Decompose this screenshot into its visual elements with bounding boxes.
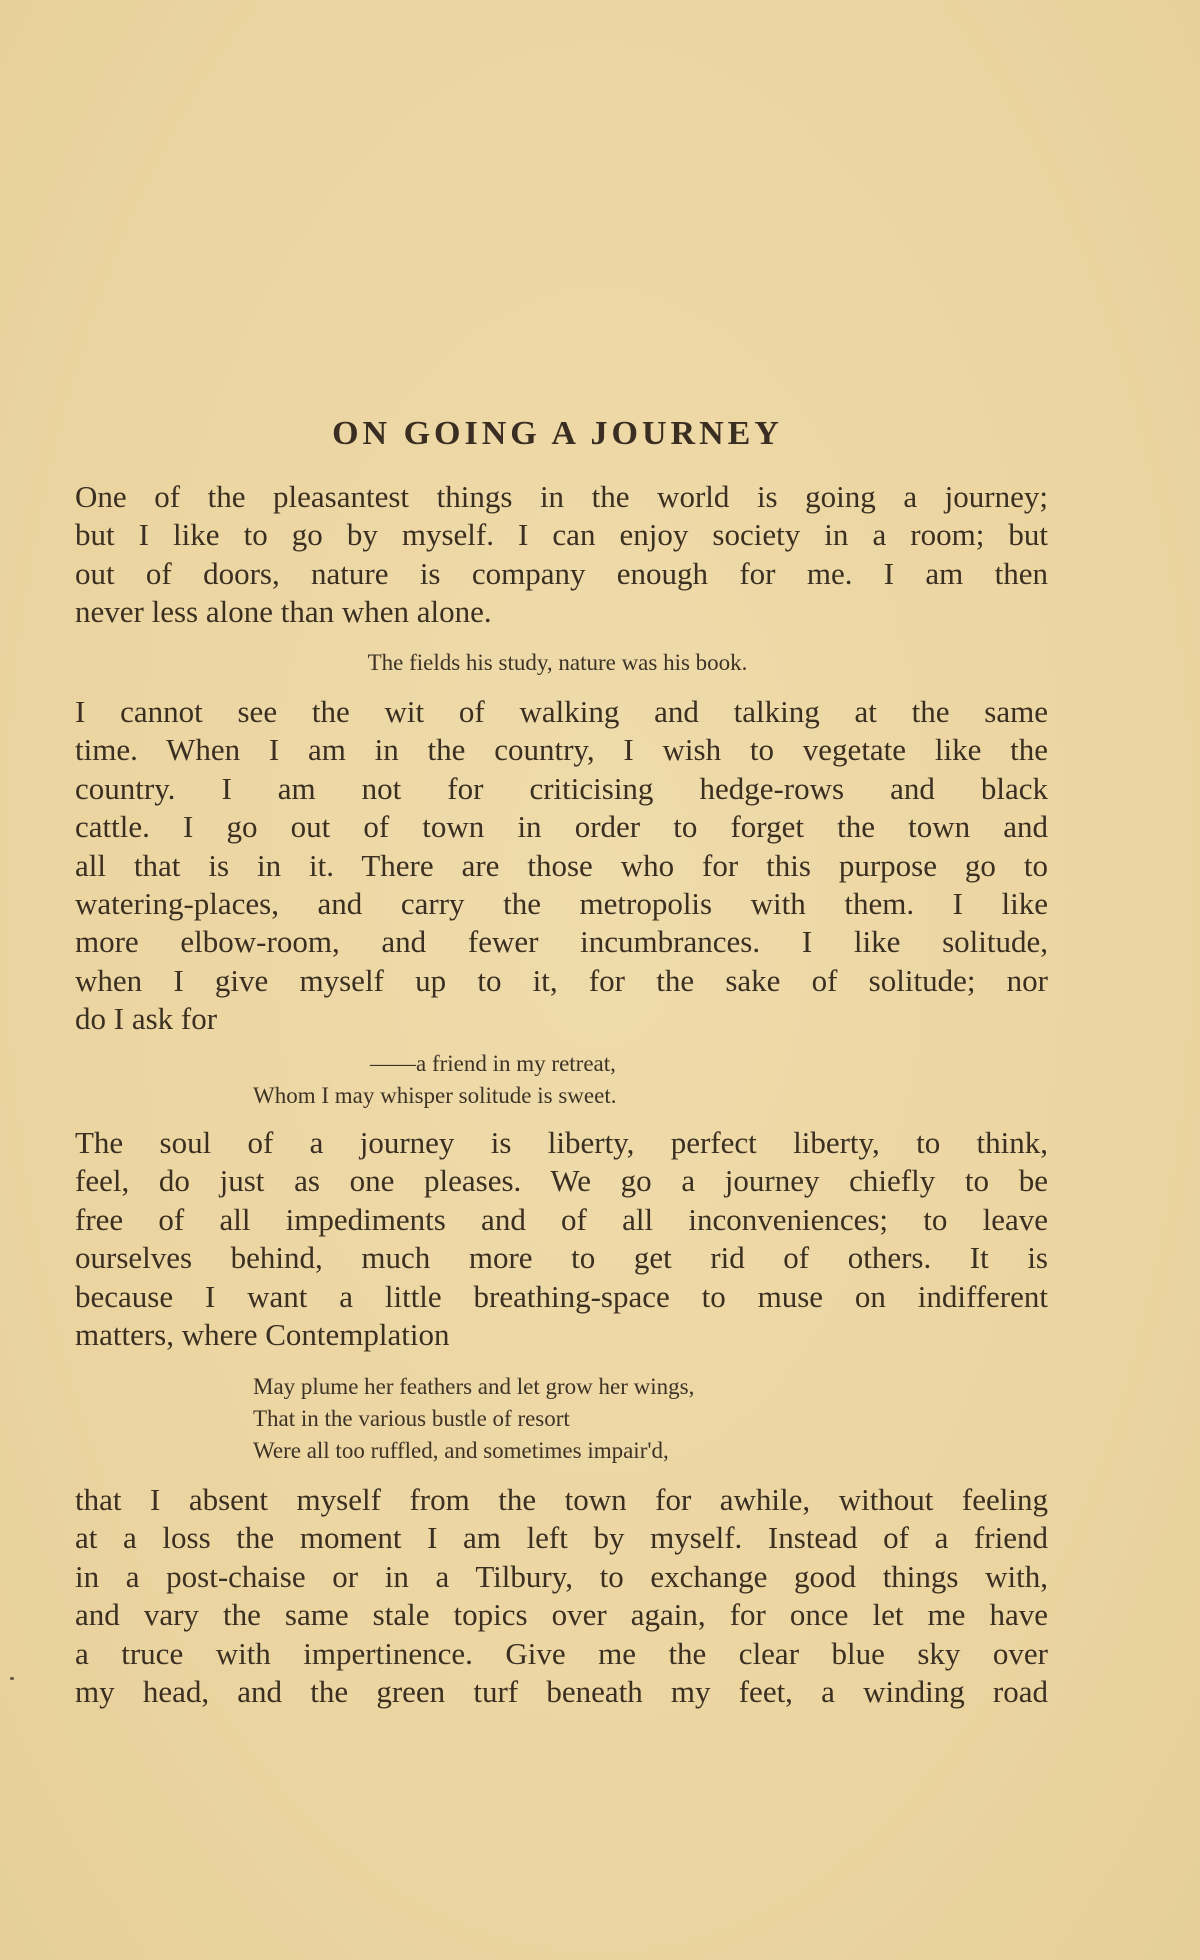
text-line: matters, where Contemplation [75,1317,450,1353]
verse-line: Were all too ruffled, and sometimes impair'd, [253,1438,669,1463]
paragraph-3 [75,1124,1048,1354]
text-line: my head, and the green turf beneath my feet, a winding road [75,1674,1048,1710]
text-line: country. I am not for criticising hedge-rows and black [75,770,1048,806]
text-line: never less alone than when alone. [75,594,492,630]
paragraph-4 [75,1481,1048,1711]
text-line: I cannot see the wit of walking and talking at the same [75,694,1048,729]
text-line: The soul of a journey is liberty, perfect liberty, to think, [75,1125,1048,1160]
paper-speck [10,1677,14,1680]
text-line: more elbow-room, and fewer incumbrances. I like solitude, [75,924,1048,960]
verse-line: May plume her feathers and let grow her wings, [253,1374,695,1399]
verse-quote-1 [0,647,1115,679]
text-line: feel, do just as one pleases. We go a journey chiefly to be [75,1163,1048,1199]
text-line: and vary the same stale topics over again, for once let me have [75,1597,1048,1633]
text-line: cattle. I go out of town in order to forget the town and [75,809,1048,845]
verse-quote-3 [253,1371,694,1467]
verse-line: ——a friend in my retreat, [370,1051,616,1076]
paragraph-2 [75,693,1048,1039]
text-line: free of all impediments and of all inconveniences; to leave [75,1201,1048,1237]
text-line: that I absent myself from the town for awhile, without feeling [75,1482,1048,1517]
text-line: all that is in it. There are those who for this purpose go to [75,847,1048,883]
text-line: watering-places, and carry the metropolis with them. I like [75,886,1048,922]
chapter-title: ON GOING A JOURNEY [332,414,783,452]
text-line: do I ask for [75,1001,218,1037]
text-line: One of the pleasantest things in the world is going a journey; [75,479,1048,514]
text-line: time. When I am in the country, I wish to vegetate like the [75,732,1048,768]
verse-quote-2 [253,1048,616,1112]
text-line: because I want a little breathing-space to muse on indifferent [75,1278,1048,1314]
text-line: out of doors, nature is company enough for me. I am then [75,555,1048,591]
text-line: in a post-chaise or in a Tilbury, to exchange good things with, [75,1558,1048,1594]
verse-line: The fields his study, nature was his book. [367,650,748,675]
verse-line: That in the various bustle of resort [253,1406,570,1431]
text-line: ourselves behind, much more to get rid of others. It is [75,1240,1048,1276]
text-line: a truce with impertinence. Give me the clear blue sky over [75,1635,1048,1671]
verse-line: Whom I may whisper solitude is sweet. [253,1083,617,1108]
paragraph-1 [75,478,1048,632]
text-line: but I like to go by myself. I can enjoy society in a room; but [75,517,1048,553]
text-line: at a loss the moment I am left by myself. Instead of a friend [75,1520,1048,1556]
text-line: when I give myself up to it, for the sake of solitude; nor [75,962,1048,998]
